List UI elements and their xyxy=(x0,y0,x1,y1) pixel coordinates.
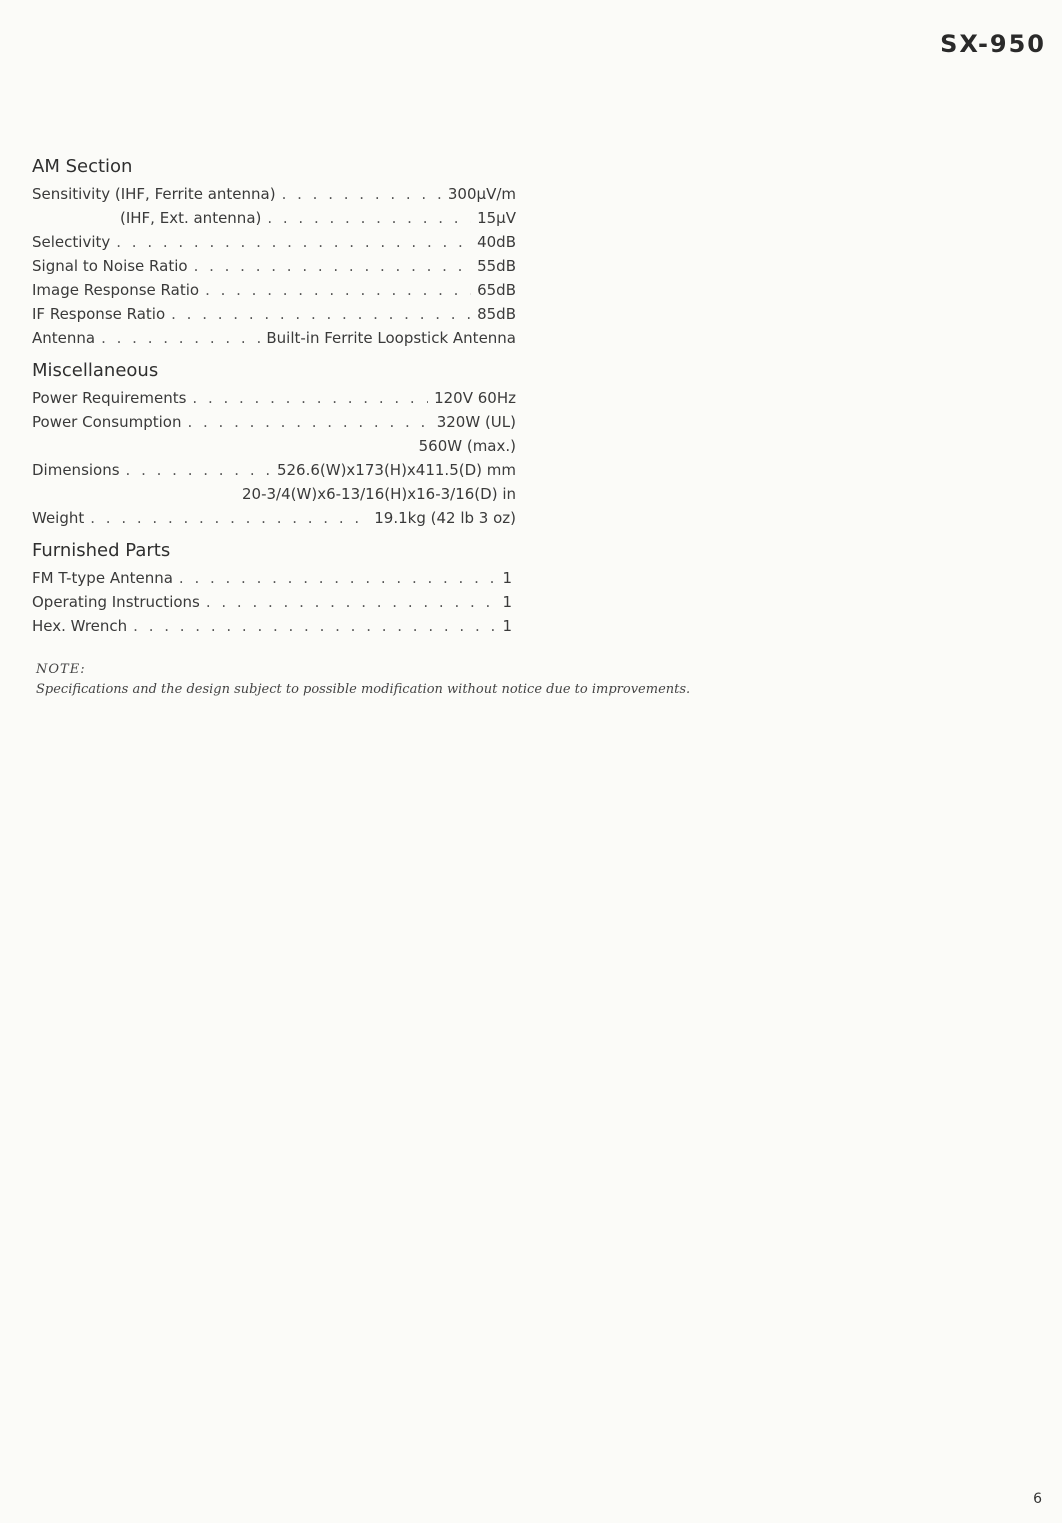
spec-value: 300μV/m xyxy=(447,185,516,203)
spec-label: IF Response Ratio xyxy=(32,305,166,323)
spec-label: Weight xyxy=(32,509,85,527)
spec-label: Antenna xyxy=(32,329,96,347)
spec-value: 19.1kg (42 lb 3 oz) xyxy=(374,509,516,527)
leader-dots xyxy=(267,206,471,230)
leader-dots xyxy=(90,506,368,530)
parts-row-fm-antenna xyxy=(32,566,512,590)
spec-value: Built-in Ferrite Loopstick Antenna xyxy=(266,329,516,347)
spec-label: Power Consumption xyxy=(32,413,182,431)
spec-row-antenna xyxy=(32,326,516,350)
spec-label: Power Requirements xyxy=(32,389,187,407)
miscellaneous-title: Miscellaneous xyxy=(32,360,159,381)
part-quantity: 1 xyxy=(502,569,512,587)
spec-row-power-requirements xyxy=(32,386,516,410)
spec-row-sensitivity-ferrite xyxy=(32,182,516,206)
spec-value: 65dB xyxy=(477,281,516,299)
leader-dots xyxy=(133,614,496,638)
leader-dots xyxy=(194,254,472,278)
part-quantity: 1 xyxy=(502,593,512,611)
spec-label: Dimensions xyxy=(32,461,120,479)
spec-value: 15μV xyxy=(477,209,516,227)
note-text: Specifications and the design subject to possible modification without notice due to improvements. xyxy=(36,682,691,697)
spec-row-if-response xyxy=(32,302,516,326)
spec-value: 526.6(W)x173(H)x411.5(D) mm xyxy=(276,461,516,479)
spec-row-power-consumption xyxy=(32,410,516,434)
spec-value-continuation: 20-3/4(W)x6-13/16(H)x16-3/16(D) in xyxy=(242,485,516,503)
spec-value: 40dB xyxy=(477,233,516,251)
spec-row-selectivity xyxy=(32,230,516,254)
leader-dots xyxy=(179,566,497,590)
spec-row-weight xyxy=(32,506,516,530)
part-label: Operating Instructions xyxy=(32,593,200,611)
leader-dots xyxy=(282,182,442,206)
part-label: FM T-type Antenna xyxy=(32,569,173,587)
spec-value: 120V 60Hz xyxy=(434,389,516,407)
leader-dots xyxy=(116,230,471,254)
parts-row-operating-instructions xyxy=(32,590,512,614)
page-number: 6 xyxy=(1033,1491,1042,1507)
note-label: NOTE: xyxy=(36,662,86,677)
specifications-column xyxy=(32,152,516,638)
furnished-parts-title: Furnished Parts xyxy=(32,540,171,561)
leader-dots xyxy=(206,590,497,614)
leader-dots xyxy=(171,302,471,326)
spec-row-dimensions xyxy=(32,458,516,482)
spec-value: 55dB xyxy=(477,257,516,275)
spec-value: 320W (UL) xyxy=(436,413,516,431)
parts-row-hex-wrench xyxy=(32,614,512,638)
leader-dots xyxy=(192,386,428,410)
note-block xyxy=(36,660,690,700)
spec-label: Image Response Ratio xyxy=(32,281,200,299)
spec-row-snr xyxy=(32,254,516,278)
spec-row-sensitivity-ext xyxy=(32,206,516,230)
leader-dots xyxy=(126,458,271,482)
leader-dots xyxy=(101,326,260,350)
spec-value: 85dB xyxy=(477,305,516,323)
part-label: Hex. Wrench xyxy=(32,617,128,635)
spec-label: Selectivity xyxy=(32,233,111,251)
model-number: SX-950 xyxy=(940,30,1046,58)
spec-row-image-response xyxy=(32,278,516,302)
leader-dots xyxy=(205,278,471,302)
part-quantity: 1 xyxy=(502,617,512,635)
spec-value-continuation: 560W (max.) xyxy=(418,437,516,455)
am-section-title: AM Section xyxy=(32,156,133,177)
leader-dots xyxy=(187,410,430,434)
spec-label: Sensitivity (IHF, Ferrite antenna) xyxy=(32,185,276,203)
spec-label: Signal to Noise Ratio xyxy=(32,257,188,275)
spec-label: (IHF, Ext. antenna) xyxy=(120,209,262,227)
